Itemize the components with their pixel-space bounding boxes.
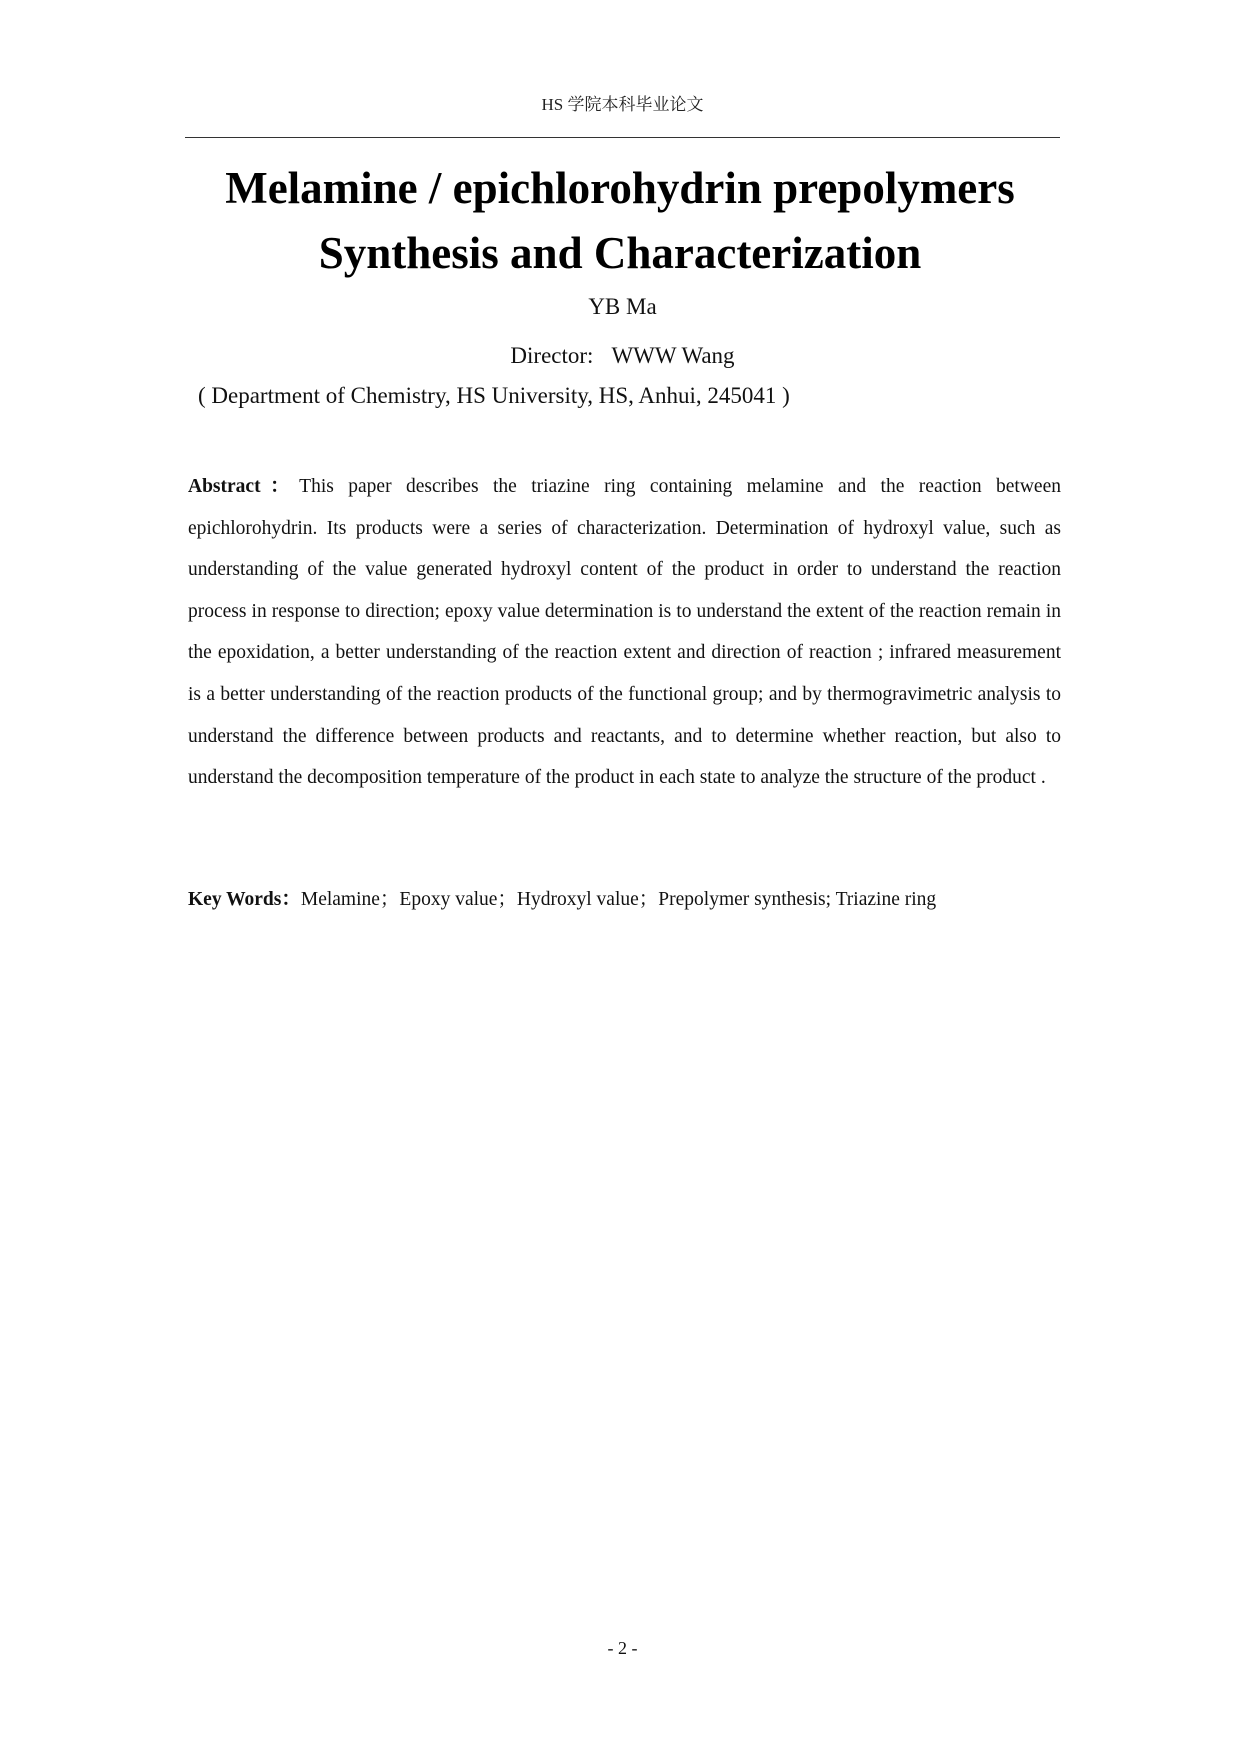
director-name: WWW Wang: [611, 343, 735, 368]
page-header: HS 学院本科毕业论文: [541, 95, 704, 114]
abstract-paragraph: [188, 466, 1061, 799]
affiliation: ( Department of Chemistry, HS University, HS, Anhui, 245041 ): [198, 383, 790, 408]
title-line-1: Melamine / epichlorohydrin prepolymers: [225, 163, 1015, 213]
keywords-label: Key Words：: [188, 889, 301, 910]
page-number: - 2 -: [607, 1638, 638, 1658]
author-name: YB Ma: [588, 294, 657, 319]
abstract-body: This paper describes the triazine ring containing melamine and the reaction between epichlorohydrin. Its products were a series of characterization. Determination of hydroxyl value, such as understanding of the value generated hydroxyl content of the product in order to understand the reaction process in response to direction; epoxy value determination is to understand the extent of the reaction remain in the epoxidation, a better understanding of the reaction extent and direction of reaction ; infrared measurement is a better understanding of the reaction products of the functional group; and by thermogravimetric analysis to understand the difference between products and reactants, and to determine whether reaction, but also to understand the decomposition temperature of the product in each state to analyze the structure of the product .: [188, 476, 1061, 789]
title-line-2: Synthesis and Characterization: [318, 228, 922, 278]
header-divider: [185, 137, 1060, 138]
director-label: Director:: [510, 343, 594, 368]
keywords-list: Melamine；Epoxy value；Hydroxyl value；Prepolymer synthesis; Triazine ring: [300, 889, 937, 910]
abstract-label: Abstract：: [188, 476, 300, 497]
paper-title: [150, 156, 1090, 286]
director-line: [185, 343, 1060, 369]
keywords-line: [188, 883, 1061, 911]
